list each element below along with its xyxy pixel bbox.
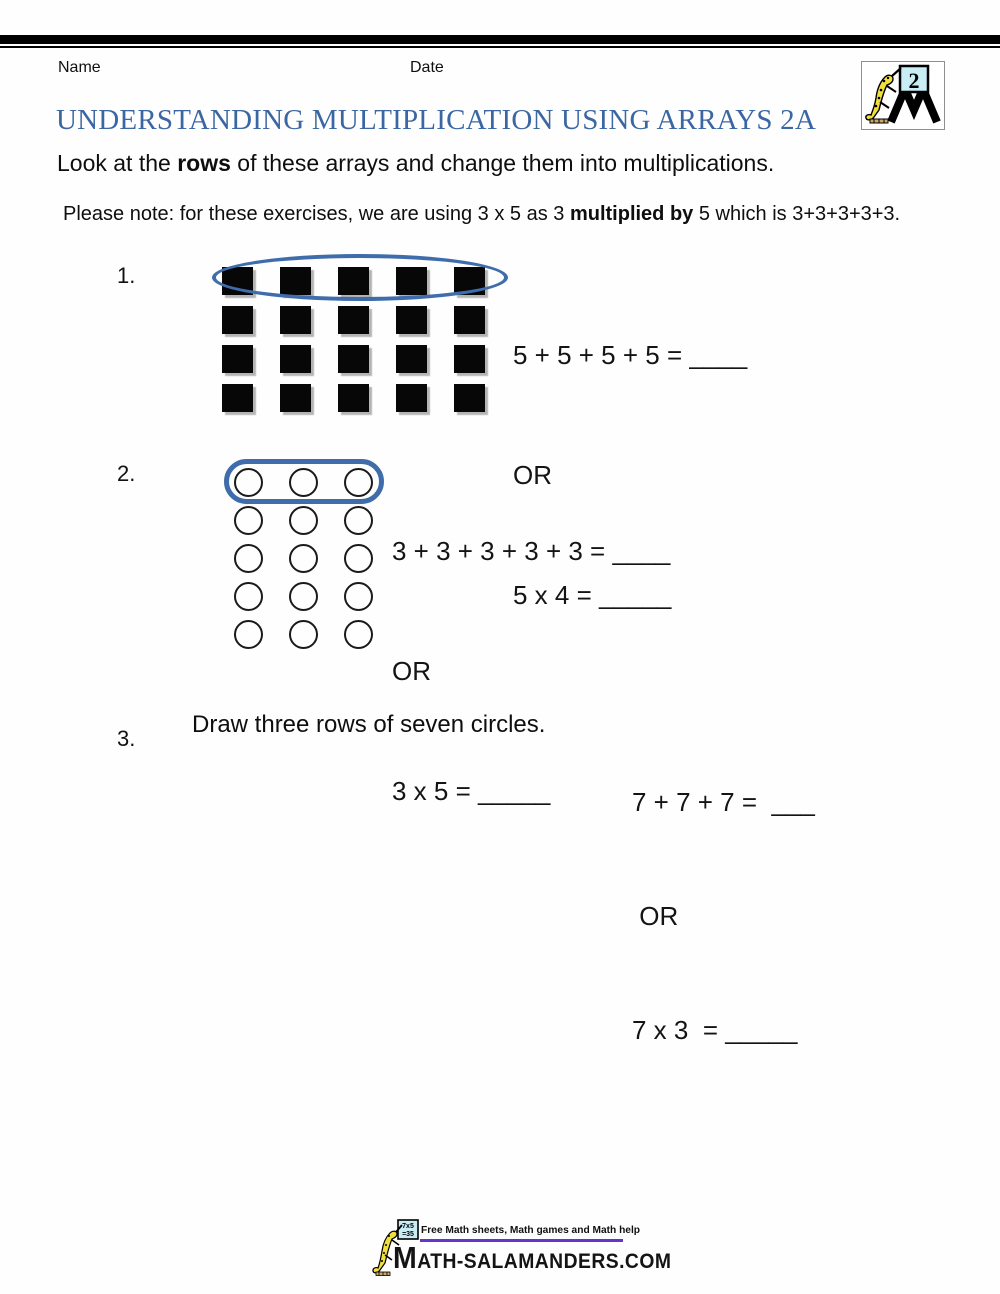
footer-board-line2: =35 — [402, 1231, 414, 1238]
footer-site-name: MATH-SALAMANDERS.COM — [393, 1240, 672, 1275]
array-square — [338, 345, 369, 373]
problem-2-row-highlight-ellipse — [224, 459, 384, 504]
array-circle — [289, 544, 318, 573]
page-title: UNDERSTANDING MULTIPLICATION USING ARRAYS 2A — [56, 104, 816, 136]
equation-line: 5 x 4 = _____ — [513, 580, 672, 610]
problem-2-number: 2. — [117, 461, 136, 486]
date-label: Date — [410, 59, 444, 76]
array-square — [280, 306, 311, 334]
array-square — [454, 384, 485, 412]
array-circle — [234, 620, 263, 649]
array-square — [454, 306, 485, 334]
problem-3-number: 3. — [117, 726, 136, 751]
equation-line: 3 x 5 = _____ — [392, 776, 551, 806]
m-icon — [891, 89, 937, 122]
problem-1-number: 1. — [117, 263, 136, 288]
equation-line: OR — [392, 656, 431, 686]
array-square — [222, 345, 253, 373]
equation-line: 5 + 5 + 5 + 5 = ____ — [513, 340, 748, 370]
footer-board-line1: 7x5 — [402, 1223, 414, 1230]
instruction-bold: rows — [177, 150, 231, 176]
problem-3-prompt: Draw three rows of seven circles. — [192, 711, 546, 738]
logo-badge-number: 2 — [908, 68, 920, 93]
note-bold: multiplied by — [569, 203, 694, 225]
array-square — [222, 384, 253, 412]
equation-line: 7 x 3 = _____ — [632, 1015, 798, 1045]
array-circle — [234, 506, 263, 535]
array-square — [222, 306, 253, 334]
array-circle — [234, 544, 263, 573]
array-square — [280, 384, 311, 412]
equation-line: 3 + 3 + 3 + 3 + 3 = ____ — [392, 536, 671, 566]
array-circle — [344, 620, 373, 649]
array-square — [338, 306, 369, 334]
problem-3-equations — [632, 707, 815, 1125]
instruction-pre: Look at the — [57, 150, 178, 176]
array-circle — [344, 582, 373, 611]
array-circle — [344, 506, 373, 535]
array-circle — [289, 506, 318, 535]
array-circle — [289, 620, 318, 649]
note-pre: Please note: for these exercises, we are using 3 x 5 as 3 — [63, 203, 570, 225]
note-text — [63, 203, 900, 226]
array-square — [280, 345, 311, 373]
equation-line: 7 + 7 + 7 = ___ — [632, 787, 815, 817]
instruction-text — [57, 150, 774, 177]
equation-line: OR — [632, 901, 679, 931]
array-square — [454, 345, 485, 373]
note-post: 5 which is 3+3+3+3+3. — [693, 203, 901, 225]
equation-line: OR — [513, 460, 552, 490]
array-square — [396, 384, 427, 412]
problem-1-row-highlight-ellipse — [212, 254, 508, 301]
array-circle — [344, 544, 373, 573]
salamander-logo-icon — [862, 62, 942, 127]
top-rule-thin — [0, 46, 1000, 48]
array-square — [396, 306, 427, 334]
name-label: Name — [58, 59, 101, 76]
instruction-post: of these arrays and change them into multiplications. — [230, 150, 775, 176]
footer-tagline: Free Math sheets, Math games and Math help — [421, 1224, 641, 1236]
array-circle — [289, 582, 318, 611]
top-rule-thick — [0, 35, 1000, 44]
array-circle — [234, 582, 263, 611]
array-square — [396, 345, 427, 373]
problem-2-equations — [392, 451, 670, 891]
worksheet-logo — [861, 61, 945, 130]
array-square — [338, 384, 369, 412]
